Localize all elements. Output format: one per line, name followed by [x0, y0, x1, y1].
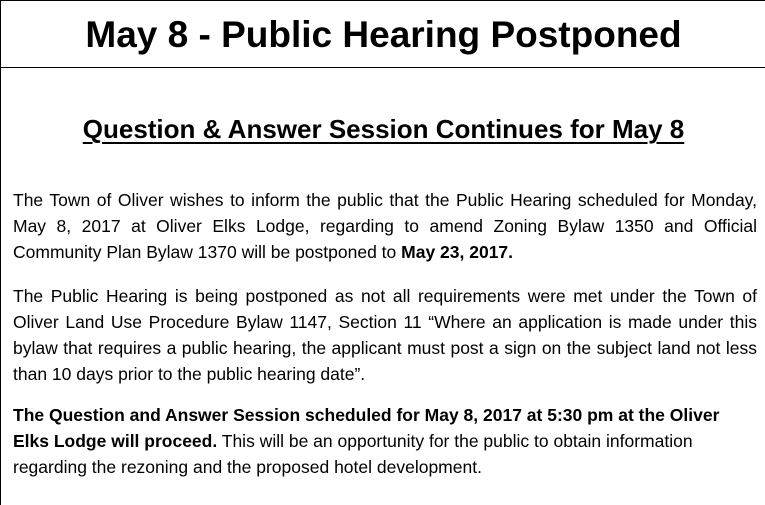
- title-banner: [1, 0, 765, 68]
- paragraph-qa-session: [13, 402, 757, 480]
- paragraph-postponement-text: The Town of Oliver wishes to inform the public that the Public Hearing scheduled for Monday, May 8, 2017 at Oliver Elks Lodge, regarding to amend Zoning Bylaw 1350 and Official Community Plan Bylaw 1370 will be postponed to: [13, 190, 757, 262]
- section-subtitle: Question & Answer Session Continues for May 8: [82, 114, 685, 144]
- new-hearing-date: May 23, 2017.: [401, 242, 514, 262]
- qa-session-details: This will be an opportunity for the public to obtain information regarding the rezoning and the proposed hotel development.: [13, 431, 693, 477]
- paragraph-reason: The Public Hearing is being postponed as not all requirements were met under the Town of Oliver Land Use Procedure Bylaw 1147, Section 11 “Where an application is made under this bylaw that requires a public hearing, the applicant must post a sign on the subject land not less than 10 days prior to the public hearing date”.: [13, 286, 757, 384]
- page-title: May 8 - Public Hearing Postponed: [85, 13, 682, 55]
- paragraph-postponement: [13, 187, 757, 265]
- qa-session-announcement: The Question and Answer Session scheduled for May 8, 2017 at 5:30 pm at the Oliver Elks Lodge will proceed.: [13, 405, 720, 451]
